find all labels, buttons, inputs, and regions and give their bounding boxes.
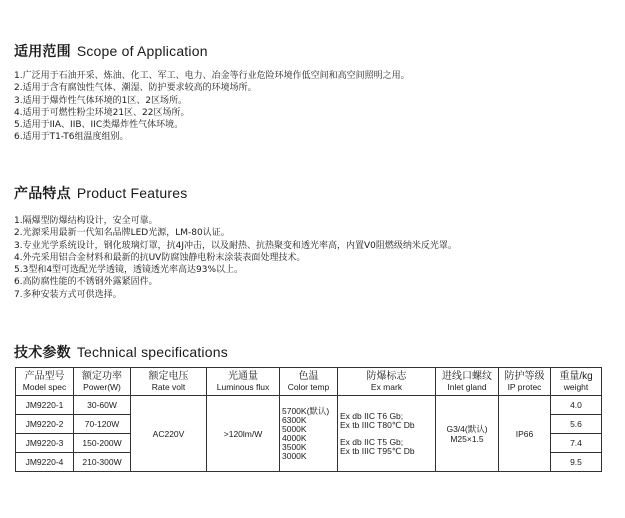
header-ex-mark: 防爆标志 Ex mark — [338, 368, 436, 396]
list-item: 7.多种安装方式可供选择。 — [14, 289, 122, 300]
specs-section — [14, 342, 615, 362]
table-header-row — [16, 368, 602, 396]
specs-table — [15, 367, 602, 472]
header-inlet: 进线口螺纹 Inlet gland — [436, 368, 499, 396]
list-item: 3.适用于爆炸性气体环境的1区、2区场所。 — [14, 95, 188, 106]
features-heading — [14, 183, 615, 203]
header-power: 额定功率 Power(W) — [74, 368, 131, 396]
cell-power: 150-200W — [74, 434, 131, 453]
cell-model: JM9220-3 — [16, 434, 74, 453]
table-row — [16, 396, 602, 415]
scope-title-cn: 适用范围 — [14, 44, 71, 60]
cell-power: 70-120W — [74, 415, 131, 434]
cell-color-temp: 5700K(默认) 6300K 5000K 4000K 3500K 3000K — [280, 396, 338, 472]
cell-weight: 7.4 — [551, 434, 602, 453]
cell-flux: >120lm/W — [207, 396, 280, 472]
cell-ex-mark: Ex db IIC T6 Gb; Ex tb IIIC T80℃ Db Ex db IIC T5 Gb; Ex tb IIIC T95℃ Db — [338, 396, 436, 472]
scope-section — [14, 41, 615, 144]
scope-heading — [14, 41, 615, 61]
cell-ip: IP66 — [499, 396, 551, 472]
list-item: 1.隔爆型防爆结构设计，安全可靠。 — [14, 216, 158, 226]
list-item: 5.3型和4型可选配光学透镜，透镜透光率高达93%以上。 — [14, 265, 244, 276]
specs-title-en: Technical specifications — [76, 344, 228, 360]
header-model: 产品型号 Model spec — [16, 368, 74, 396]
list-item: 4.外壳采用铝合金材料和最新的抗UV防腐蚀静电粉末涂装表面处理技术。 — [14, 252, 306, 263]
list-item: 5.适用于IIA、IIB、IIC类爆炸性气体环境。 — [14, 120, 184, 131]
cell-inlet: G3/4(默认) M25×1.5 — [436, 396, 499, 472]
features-title-cn: 产品特点 — [14, 186, 71, 202]
specs-heading — [14, 342, 615, 362]
list-item: 1.广泛用于石油开采、炼油、化工、军工、电力、冶金等行业危险环境作低空间和高空间照明之用。 — [14, 71, 410, 81]
scope-title-en: Scope of Application — [76, 43, 208, 59]
scope-list — [14, 70, 615, 144]
cell-model: JM9220-1 — [16, 396, 74, 415]
cell-power: 210-300W — [74, 453, 131, 472]
cell-power: 30-60W — [74, 396, 131, 415]
list-item: 3.专业光学系统设计，钢化玻璃灯罩，抗4J冲击，以及耐热、抗热聚变和透光率高，内置V0阻燃级纳米反光罩。 — [14, 240, 457, 251]
header-voltage: 额定电压 Rate volt — [131, 368, 207, 396]
cell-model: JM9220-2 — [16, 415, 74, 434]
features-section — [14, 183, 615, 301]
cell-weight: 4.0 — [551, 396, 602, 415]
list-item: 2.光源采用最新一代知名品牌LED光源，LM-80认证。 — [14, 228, 230, 239]
features-list — [14, 215, 615, 301]
header-color-temp: 色温 Color temp — [280, 368, 338, 396]
specs-title-cn: 技术参数 — [14, 345, 71, 361]
cell-weight: 5.6 — [551, 415, 602, 434]
list-item: 6.高防腐性能的不锈钢外露紧固件。 — [14, 277, 158, 288]
features-title-en: Product Features — [76, 185, 188, 201]
header-flux: 光通量 Luminous flux — [207, 368, 280, 396]
list-item: 4.适用于可燃性粉尘环境21区、22区场所。 — [14, 107, 190, 118]
cell-model: JM9220-4 — [16, 453, 74, 472]
cell-voltage: AC220V — [131, 396, 207, 472]
header-ip: 防护等级 IP protec — [499, 368, 551, 396]
list-item: 6.适用于T1-T6组温度组别。 — [14, 132, 129, 143]
header-weight: 重量/kg weight — [551, 368, 602, 396]
cell-weight: 9.5 — [551, 453, 602, 472]
list-item: 2.适用于含有腐蚀性气体、潮湿、防护要求较高的环境场所。 — [14, 83, 257, 94]
